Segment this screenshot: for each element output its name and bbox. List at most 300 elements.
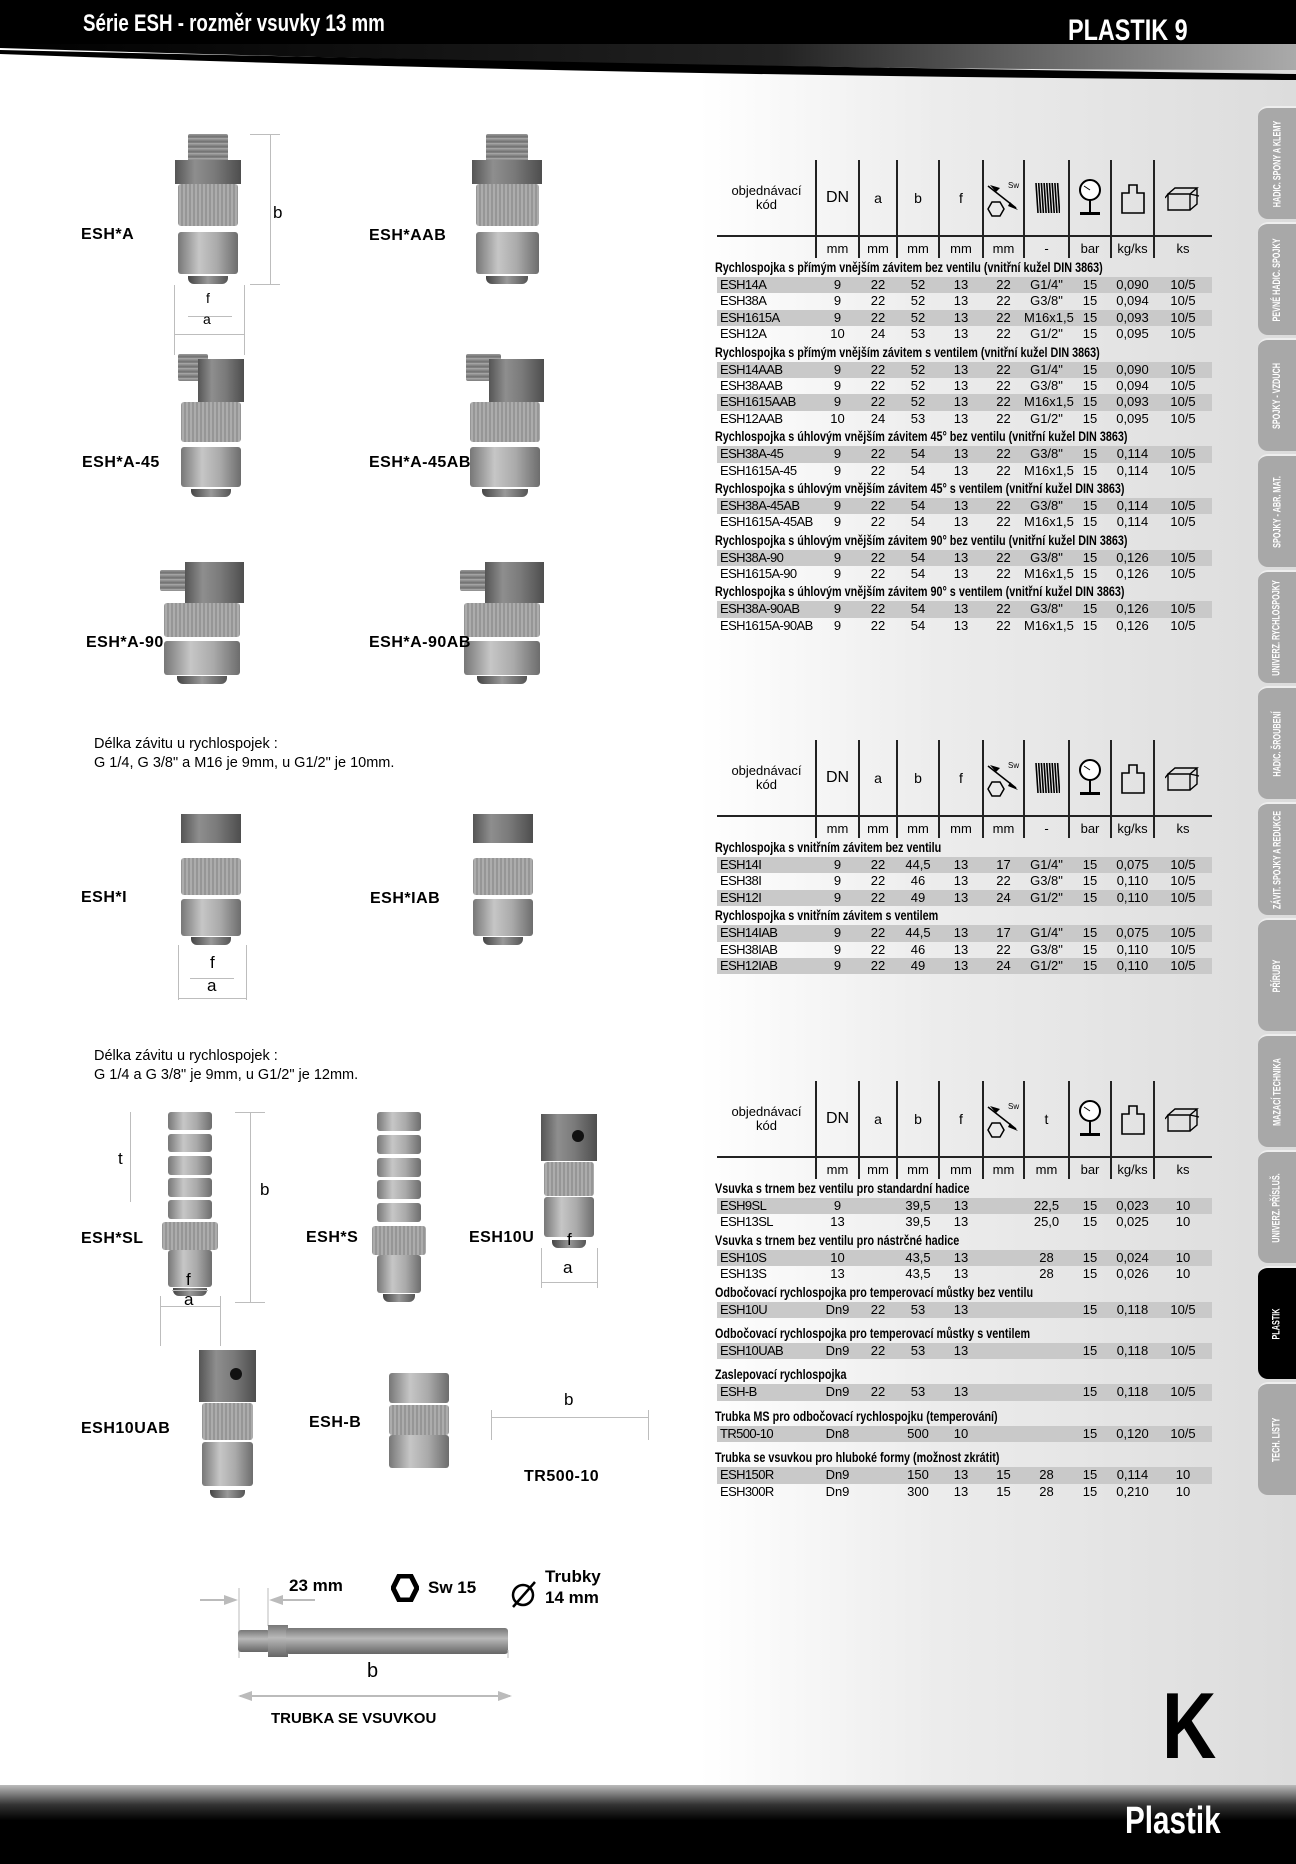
table-row: [717, 293, 1212, 309]
cell: 44,5: [905, 925, 931, 941]
fitting-part: [188, 276, 228, 284]
cell: 22: [996, 941, 1011, 957]
cell: 46: [910, 941, 926, 957]
table-row: [717, 1343, 1212, 1359]
product-label: ESH*SL: [81, 1230, 144, 1247]
cell: 10/5: [1170, 514, 1196, 530]
fitting-part: [464, 603, 540, 637]
cell: M16x1,5: [1024, 462, 1074, 478]
column-unit: -: [1044, 240, 1049, 256]
cell: 13: [953, 1384, 969, 1400]
cell: 52: [910, 394, 926, 410]
side-tab[interactable]: [1258, 570, 1296, 683]
cell: 17: [996, 857, 1011, 872]
column-unit: mm: [826, 240, 849, 256]
table-row: [717, 1198, 1212, 1214]
product-code: ESH12IAB: [720, 957, 778, 973]
product-label: ESH*A-45: [82, 454, 160, 471]
cell: G3/8": [1030, 601, 1063, 617]
table-row: [717, 890, 1212, 906]
section-title: Rychlospojka s vnitřním závitem s ventilem: [715, 908, 939, 924]
cell: 10/5: [1170, 497, 1196, 513]
fitting-part: [473, 899, 532, 936]
cell: 22: [870, 293, 886, 309]
header-rule: [717, 235, 1212, 237]
fitting-part: [472, 160, 542, 184]
cell: 22: [870, 617, 886, 633]
dimension-line: [174, 285, 175, 355]
cell: 15: [1082, 277, 1098, 292]
column-unit: kg/ks: [1117, 1161, 1148, 1177]
cell: 22: [996, 446, 1011, 462]
svg-text:Sw: Sw: [1007, 180, 1019, 190]
cell: 10/5: [1170, 277, 1196, 292]
cell: G3/8": [1030, 549, 1063, 565]
cell: M16x1,5: [1024, 617, 1074, 633]
cell: 22: [996, 601, 1011, 617]
fitting-part: [491, 1435, 648, 1453]
product-code: TR500-10: [720, 1425, 774, 1441]
cell: 15: [1082, 394, 1098, 410]
cell: 53: [910, 1384, 926, 1400]
fitting-part: [477, 676, 527, 684]
cell: 54: [910, 617, 926, 633]
cell: 15: [1082, 1198, 1098, 1213]
tube-caption: TRUBKA SE VSUVKOU: [271, 1710, 437, 1727]
column-unit: bar: [1080, 1161, 1100, 1177]
side-tab-label: SPOJKY - VZDUCH: [1271, 362, 1284, 429]
cell: 22: [996, 361, 1011, 377]
fitting-part: [168, 1178, 213, 1196]
fitting-part: [199, 1350, 256, 1402]
product-code: ESH1615A-90: [720, 566, 797, 582]
table-row: [717, 498, 1212, 514]
cell: G1/4": [1030, 925, 1063, 941]
table-row: [717, 873, 1212, 889]
cell: 10/5: [1170, 1342, 1196, 1358]
cell: 13: [953, 1198, 969, 1213]
product-code: ESH13S: [720, 1266, 767, 1282]
side-tab[interactable]: [1258, 222, 1296, 335]
cell: 22: [996, 462, 1011, 478]
table-row: [717, 463, 1212, 479]
product-label: ESH*IAB: [370, 890, 441, 907]
cell: 10/5: [1170, 873, 1196, 889]
fitting-part: [185, 562, 244, 603]
cell: G3/8": [1030, 446, 1063, 462]
column-unit: kg/ks: [1117, 240, 1148, 256]
product-code: ESH10UAB: [720, 1342, 784, 1358]
cell: 0,090: [1116, 277, 1149, 292]
cell: 10/5: [1170, 601, 1196, 617]
side-tab[interactable]: [1258, 802, 1296, 915]
weight-icon: [1111, 160, 1154, 235]
cell: 15: [1082, 873, 1098, 889]
cell: Dn8: [825, 1425, 850, 1441]
cell: 15: [1082, 514, 1098, 530]
cell: 15: [1082, 601, 1098, 617]
cell: 28: [1039, 1483, 1054, 1499]
product-code: ESH1615A-45AB: [720, 514, 813, 530]
column-header-a: a: [874, 1110, 882, 1127]
dim-label-b: b: [367, 1660, 379, 1682]
cell: 0,110: [1116, 957, 1149, 973]
cell: Dn9: [825, 1301, 850, 1317]
cell: 22: [996, 514, 1011, 530]
cell: 9: [833, 377, 842, 393]
coupling-image: [472, 134, 542, 284]
cell: 10/5: [1170, 293, 1196, 309]
section-title: Rychlospojka s úhlovým vnějším závitem 90° s ventilem (vnitřní kužel DIN 3863): [715, 584, 1125, 600]
fitting-part: [191, 937, 231, 945]
dimension-line: [270, 134, 271, 284]
cell: 10/5: [1170, 1425, 1196, 1441]
cell: 22: [870, 1342, 886, 1358]
side-tab-label: PEVNÉ HADIC. SPOJKY: [1271, 237, 1284, 322]
table-row: [717, 618, 1212, 634]
cell: 9: [833, 549, 842, 565]
cell: 10: [1175, 1266, 1191, 1282]
side-tab[interactable]: [1258, 454, 1296, 567]
cell: 22: [870, 957, 886, 973]
column-unit: mm: [992, 240, 1015, 256]
side-tab[interactable]: [1258, 1266, 1296, 1379]
table-row: [717, 550, 1212, 566]
cell: 22: [870, 857, 886, 872]
cell: 13: [953, 1249, 969, 1265]
fitting-part: [377, 1180, 420, 1199]
side-tab[interactable]: [1258, 338, 1296, 451]
fitting-part: [202, 1442, 253, 1486]
cell: 24: [996, 889, 1011, 905]
cell: 15: [1082, 1301, 1098, 1317]
cell: 13: [953, 1301, 969, 1317]
column-header-f: f: [959, 189, 963, 206]
product-table-nipples: [717, 1081, 1212, 1500]
cell: 10/5: [1170, 309, 1196, 325]
cell: 54: [910, 514, 926, 530]
table-row: [717, 942, 1212, 958]
cell: 10: [1175, 1483, 1191, 1499]
dimension-line: [175, 334, 244, 335]
pressure-gauge-icon: [1069, 1081, 1111, 1156]
section-title: Trubka MS pro odbočovací rychlospojku (temperování): [715, 1408, 998, 1424]
column-unit: ks: [1176, 820, 1190, 836]
side-tab[interactable]: [1258, 106, 1296, 219]
cell: 13: [830, 1214, 845, 1230]
port-hole: [572, 1130, 584, 1142]
fitting-part: [181, 858, 240, 895]
cell: 15: [996, 1467, 1011, 1483]
cell: G3/8": [1030, 497, 1063, 513]
cell: 53: [910, 410, 926, 426]
section-title: PLASTIK 9: [1068, 14, 1188, 47]
fitting-part: [470, 447, 540, 487]
table-header: [717, 740, 1212, 838]
dimension-line: [648, 1410, 649, 1440]
side-tab[interactable]: [1258, 1150, 1296, 1263]
fitting-part: [486, 276, 528, 284]
column-header-text: objednávací: [731, 1103, 802, 1119]
table-row: [717, 446, 1212, 462]
cell: 0,094: [1116, 293, 1149, 309]
cell: 54: [910, 497, 926, 513]
column-header-code: [717, 1081, 816, 1156]
product-table-internal-thread: [717, 740, 1212, 974]
cell: 0,126: [1116, 566, 1149, 582]
cell: 0,126: [1116, 617, 1149, 633]
cell: 22: [870, 1384, 886, 1400]
fitting-part: [377, 1255, 420, 1293]
cell: 52: [910, 309, 926, 325]
cell: 13: [953, 873, 969, 889]
table-row: [717, 514, 1212, 530]
nipple-image: [372, 1112, 426, 1302]
fitting-part: [191, 489, 231, 497]
cell: 22: [996, 549, 1011, 565]
column-unit: mm: [950, 1161, 972, 1177]
cell: 22: [996, 293, 1011, 309]
cell: 22: [870, 446, 886, 462]
header-rule: [717, 1156, 1212, 1158]
dimension-line: [235, 1302, 265, 1303]
sw-icon: [983, 1081, 1024, 1156]
fitting-part: [389, 1435, 449, 1468]
cell: 15: [1082, 1214, 1098, 1230]
cell: 15: [996, 1483, 1011, 1499]
section-title: Rychlospojka s úhlovým vnějším závitem 90° bez ventilu (vnitřní kužel DIN 3863): [715, 532, 1128, 548]
footer-title: Plastik: [1125, 1800, 1221, 1842]
fitting-part: [202, 1403, 253, 1440]
cell: M16x1,5: [1024, 309, 1074, 325]
cell: 10: [830, 410, 845, 426]
fitting-part: [181, 814, 240, 843]
cell: 10/5: [1170, 957, 1196, 973]
column-header-text: objednávací: [731, 762, 802, 778]
cell: 13: [953, 925, 969, 941]
product-code: ESH14IAB: [720, 925, 778, 941]
column-unit: mm: [1035, 1161, 1058, 1177]
column-header-t: t: [1044, 1110, 1049, 1127]
side-tab[interactable]: [1258, 1382, 1296, 1495]
cell: 0,094: [1116, 377, 1149, 393]
cell: 13: [953, 277, 969, 292]
cell: 10/5: [1170, 1384, 1196, 1400]
cell: 13: [953, 566, 969, 582]
product-code: ESH10U: [720, 1301, 767, 1317]
cell: 13: [953, 1214, 969, 1230]
cell: 13: [953, 1266, 969, 1282]
cell: 22: [870, 873, 886, 889]
cell: 13: [953, 957, 969, 973]
weight-icon: [1111, 1081, 1154, 1156]
cell: 54: [910, 462, 926, 478]
section-title: Rychlospojka s úhlovým vnějším závitem 45° s ventilem (vnitřní kužel DIN 3863): [715, 480, 1125, 496]
cell: 0,120: [1116, 1425, 1149, 1441]
fitting-part: [476, 232, 539, 274]
side-tab-label: MAZACÍ TECHNIKA: [1271, 1057, 1284, 1126]
table-row: [717, 1266, 1212, 1282]
section-title: Odbočovací rychlospojka pro temperovací můstky bez ventilu: [715, 1284, 1034, 1300]
cell: 13: [953, 377, 969, 393]
cell: 10/5: [1170, 925, 1196, 941]
cell: 22: [870, 462, 886, 478]
dimension-line: [246, 945, 247, 1000]
fitting-part: [178, 232, 237, 274]
dim-label-b: b: [564, 1390, 574, 1409]
cell: 24: [870, 410, 886, 426]
cell: 49: [910, 889, 926, 905]
table-row: [717, 925, 1212, 941]
fitting-part: [377, 1112, 420, 1131]
cell: 9: [833, 941, 842, 957]
cell: 53: [910, 1342, 926, 1358]
product-code: ESH38A-90: [720, 549, 784, 565]
product-code: ESH38I: [720, 873, 762, 889]
side-tab[interactable]: [1258, 1034, 1296, 1147]
table-header: [717, 1081, 1212, 1179]
box-icon: [1154, 740, 1212, 815]
cell: 13: [953, 514, 969, 530]
fitting-part: [389, 1405, 449, 1435]
cell: 15: [1082, 326, 1098, 342]
cell: 15: [1082, 410, 1098, 426]
cell: 22,5: [1033, 1198, 1060, 1213]
product-code: ESH1615A-45: [720, 462, 797, 478]
cell: M16x1,5: [1024, 394, 1074, 410]
cell: 15: [1082, 462, 1098, 478]
table-row: [717, 958, 1212, 974]
cell: M16x1,5: [1024, 514, 1074, 530]
column-header-text: kód: [756, 1117, 777, 1133]
table-row: [717, 1302, 1212, 1318]
column-header-code: [717, 740, 816, 815]
cell: 22: [996, 394, 1011, 410]
cell: Dn9: [825, 1467, 850, 1483]
cell: 52: [910, 293, 926, 309]
side-tab[interactable]: [1258, 918, 1296, 1031]
cell: 10: [830, 1249, 845, 1265]
product-code: ESH14A: [720, 277, 767, 292]
cell: 15: [1082, 1249, 1098, 1265]
fitting-part: [164, 641, 240, 675]
cell: 9: [833, 857, 842, 872]
dimension-line: [250, 134, 280, 135]
product-code: ESH-B: [720, 1384, 757, 1400]
column-unit: mm: [950, 240, 972, 256]
cell: 15: [1082, 957, 1098, 973]
cell: 22: [870, 941, 886, 957]
table-header: [717, 160, 1212, 258]
column-header-text: kód: [756, 196, 777, 212]
cell: 0,110: [1116, 941, 1149, 957]
cell: 9: [833, 566, 842, 582]
section-title: Rychlospojka s přímým vnějším závitem bez ventilu (vnitřní kužel DIN 3863): [715, 260, 1103, 275]
table-row: [717, 362, 1212, 378]
fitting-part: [188, 134, 228, 163]
cell: 300: [907, 1483, 929, 1499]
cell: 13: [953, 941, 969, 957]
dim-label-f: f: [186, 1270, 191, 1289]
pressure-gauge-icon: [1069, 740, 1111, 815]
column-unit: mm: [826, 1161, 849, 1177]
product-label: TR500-10: [524, 1468, 600, 1485]
section-title: Rychlospojka s přímým vnějším závitem s ventilem (vnitřní kužel DIN 3863): [715, 344, 1100, 360]
cell: G3/8": [1030, 377, 1063, 393]
cell: 17: [996, 925, 1011, 941]
cell: 22: [996, 873, 1011, 889]
dim-label-f: f: [210, 953, 215, 972]
column-header-DN: DN: [825, 1109, 850, 1127]
box-icon: [1154, 1081, 1212, 1156]
side-tab[interactable]: [1258, 686, 1296, 799]
cell: 52: [910, 361, 926, 377]
cell: 15: [1082, 1342, 1098, 1358]
product-code: ESH38A-45: [720, 446, 784, 462]
dimension-line: [160, 1296, 161, 1346]
nipple-length: 23 mm: [289, 1576, 343, 1595]
cell: G1/2": [1030, 957, 1063, 973]
cell: 0,114: [1116, 514, 1149, 530]
cell: 15: [1082, 309, 1098, 325]
column-unit: bar: [1080, 820, 1100, 836]
table-row: [717, 411, 1212, 427]
column-unit: mm: [907, 240, 929, 256]
cell: 0,114: [1116, 1467, 1149, 1483]
cell: 9: [833, 925, 842, 941]
cell: 15: [1082, 1483, 1098, 1499]
coupling-image: [460, 562, 544, 684]
fitting-part: [377, 1203, 420, 1222]
note-line: G 1/4 a G 3/8" je 9mm, u G1/2" je 12mm.: [94, 1067, 359, 1083]
cell: 15: [1082, 1384, 1098, 1400]
fitting-part: [541, 1114, 597, 1161]
column-header-a: a: [874, 189, 882, 206]
fitting-part: [175, 160, 241, 184]
dimension-line: [130, 1112, 131, 1202]
cell: 54: [910, 446, 926, 462]
fitting-part: [383, 1294, 415, 1302]
product-label: ESH*A-90AB: [369, 634, 471, 651]
thread-icon: [1024, 740, 1069, 815]
column-header-b: b: [914, 1110, 922, 1127]
cell: 10/5: [1170, 941, 1196, 957]
column-unit: kg/ks: [1117, 820, 1148, 836]
cell: 0,114: [1116, 446, 1149, 462]
cell: 10/5: [1170, 377, 1196, 393]
cell: 13: [953, 857, 969, 872]
cell: 22: [996, 617, 1011, 633]
cell: 0,090: [1116, 361, 1149, 377]
footer-band: [0, 1785, 1296, 1864]
coupling-image: [470, 814, 536, 945]
product-code: ESH14I: [720, 857, 762, 872]
cell: 24: [870, 326, 886, 342]
cell: 13: [830, 1266, 845, 1282]
side-tab-label: SPOJKY - ABR. MAT.: [1271, 475, 1283, 548]
cell: 22: [870, 601, 886, 617]
cell: 0,110: [1116, 889, 1149, 905]
cell: 0,118: [1116, 1384, 1149, 1400]
fitting-part: [177, 676, 227, 684]
coupling-image: [175, 134, 241, 284]
cell: 15: [1082, 549, 1098, 565]
svg-text:Sw: Sw: [1007, 760, 1019, 770]
cell: 0,093: [1116, 309, 1149, 325]
cell: 22: [870, 566, 886, 582]
cell: 22: [870, 925, 886, 941]
fitting-part: [372, 1226, 426, 1255]
